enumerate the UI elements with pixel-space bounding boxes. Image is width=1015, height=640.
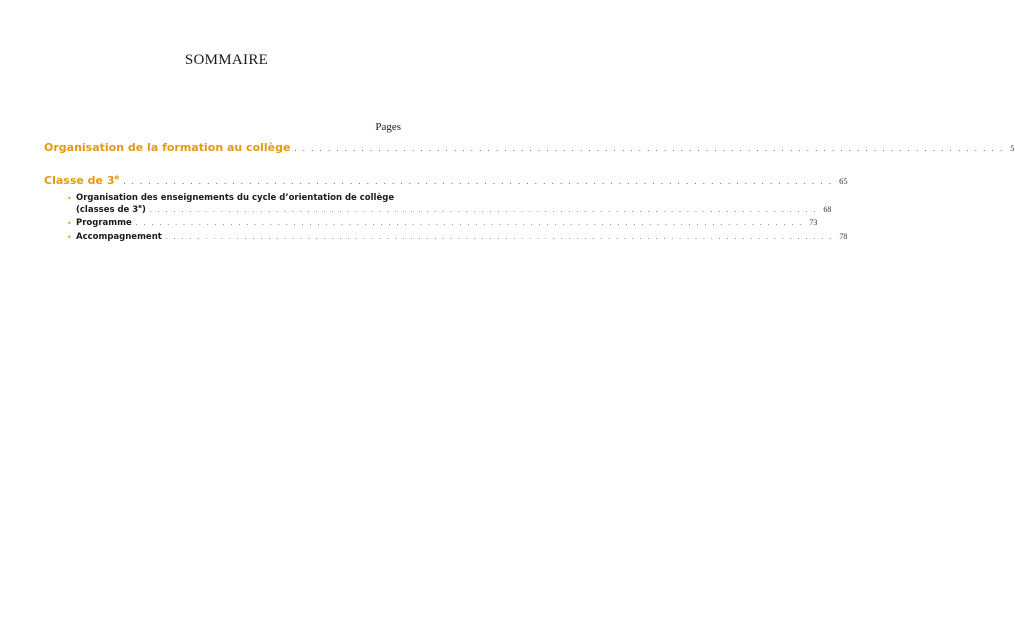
page-number: 65 (839, 176, 848, 186)
toc-subentry-accompagnement[interactable] (76, 232, 848, 242)
toc-entry-classe[interactable] (44, 172, 848, 187)
bullet-icon: • (67, 233, 72, 242)
leader-dots: . . . . . . . . . . . . . . . . . . . . . . . . . . . . . . . . . . . . . . . . . . . . . . . . . . . . . . . . . . . . . . . . . . . . . . . . . . . . . . . . . . . . . (123, 177, 834, 186)
bullet-icon: • (67, 219, 72, 228)
toc-subentry-organisation-enseignements[interactable] (76, 204, 832, 215)
toc-subentry-label-line1[interactable]: Organisation des enseignements du cycle d’orientation de collège (76, 193, 395, 203)
leader-dots: . . . . . . . . . . . . . . . . . . . . . . . . . . . . . . . . . . . . . . . . . . . . . . . . . . . . . . . . . . . . . . . . . . . . . . . . . . . . . . . . . . . . . (165, 233, 834, 241)
toc-subentry-label: Accompagnement (76, 232, 162, 242)
page-number: 73 (809, 218, 818, 227)
toc-entry-label: Organisation de la formation au collège (44, 141, 291, 154)
leader-dots: . . . . . . . . . . . . . . . . . . . . . . . . . . . . . . . . . . . . . . . . . . . . . . . . . . . . . . . . . . . . . . . . . . . . . . . . . . . . . . . . . . . . . (149, 206, 818, 214)
pages-column-header: Pages (375, 121, 401, 133)
page-number: 5 (1010, 143, 1015, 153)
leader-dots: . . . . . . . . . . . . . . . . . . . . . . . . . . . . . . . . . . . . . . . . . . . . . . . . . . . . . . . . . . . . . . . . . . . . . . . . . . . . . . . . . . . . . (294, 144, 1005, 153)
bullet-icon: • (67, 194, 72, 203)
toc-entry-label: Classe de 3e (44, 172, 120, 187)
leader-dots: . . . . . . . . . . . . . . . . . . . . . . . . . . . . . . . . . . . . . . . . . . . . . . . . . . . . . . . . . . . . . . . . . . . . . . . . . . . . . . . . . . . . . (135, 219, 804, 227)
page-number: 78 (839, 232, 848, 241)
toc-subentry-label: Programme (76, 218, 132, 228)
toc-subentry-programme[interactable] (76, 218, 818, 228)
toc-subentry-label-line2: (classes de 3e) (76, 204, 146, 215)
toc-entry-organisation[interactable] (44, 141, 1015, 154)
page-title: SOMMAIRE (184, 52, 269, 68)
page-number: 68 (823, 205, 832, 214)
